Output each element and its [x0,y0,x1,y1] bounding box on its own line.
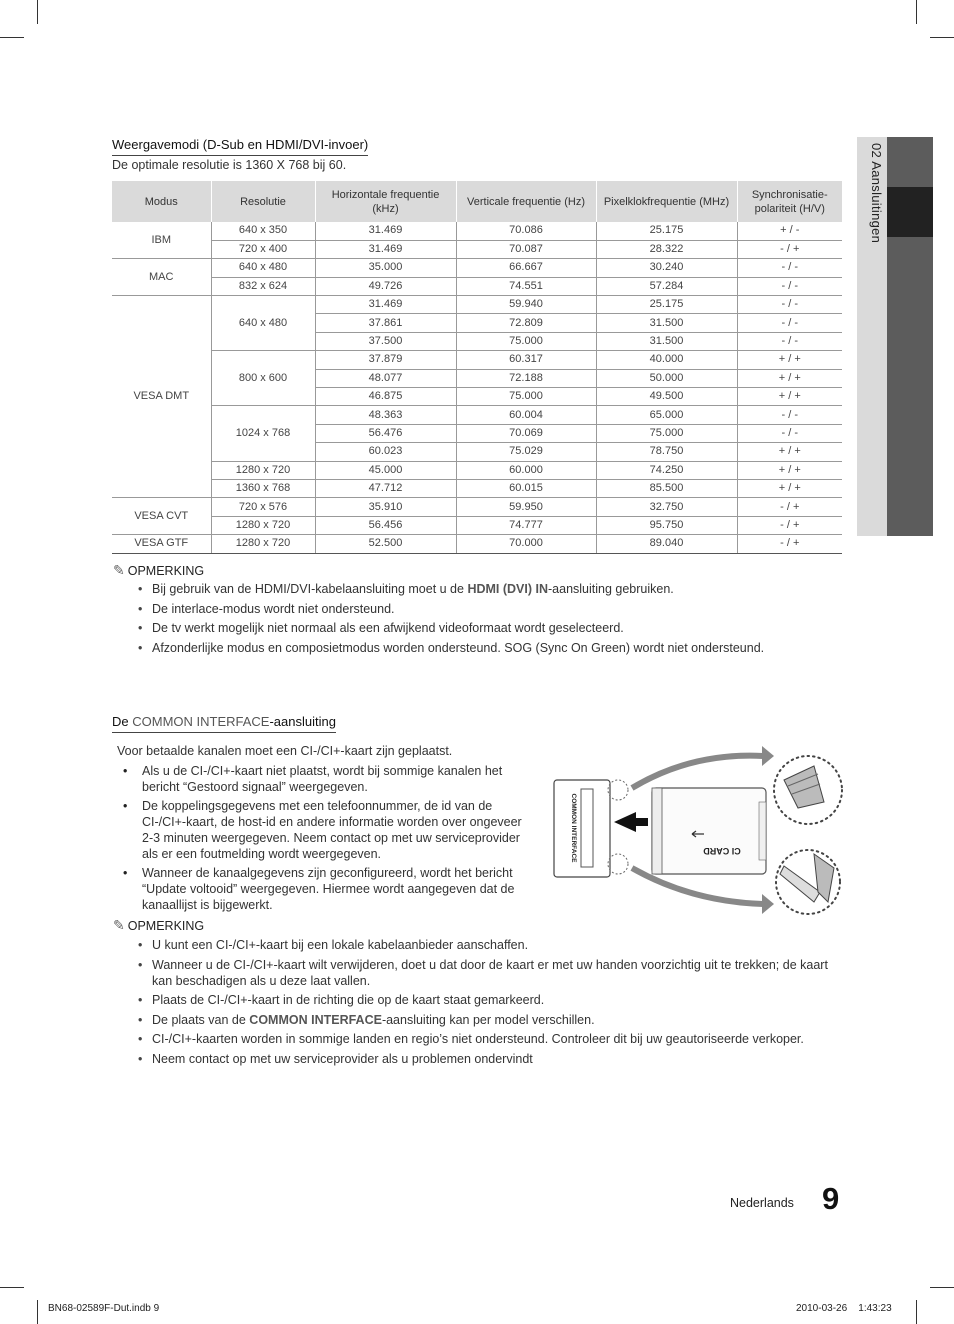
insert-arrow-icon [614,812,648,832]
list-item: • Wanneer de kanaalgegevens zijn geconfigureerd, wordt het bericht “Update voltooid” weergegeven. Hiermee wordt aangegeven dat de kanaallijst is bijgewerkt. [121,865,531,913]
resolution-cell: 832 x 624 [211,277,315,295]
note-text: Plaats de CI-/CI+-kaart in de richting die op de kaart staat gemarkeerd. [152,993,545,1007]
sync-polarity-cell: + / + [737,461,842,479]
vertical-frequency-cell: 75.000 [456,388,596,406]
table-row [112,498,842,516]
note-text: -aansluiting kan per model verschillen. [381,1012,595,1027]
note-item [138,992,844,1008]
sync-polarity-cell: - / + [737,535,842,553]
crop-mark [0,37,24,38]
detail-marker-top [608,780,628,800]
horizontal-frequency-cell: 49.726 [315,277,456,295]
note-emphasis: HDMI (DVI) IN [467,582,548,596]
horizontal-frequency-cell: 52.500 [315,535,456,553]
resolution-cell: 800 x 600 [211,351,315,406]
chapter-tab-marker [887,187,933,237]
callout-arrowhead-top [762,746,774,766]
sync-polarity-cell: - / + [737,498,842,516]
footer-language: Nederlands [730,1196,794,1210]
column-header: Resolutie [211,181,315,222]
resolution-cell: 640 x 480 [211,259,315,277]
mode-cell: IBM [112,222,211,259]
column-header: Synchronisatie-polariteit (H/V) [737,181,842,222]
sync-polarity-cell: - / - [737,296,842,314]
column-header: Modus [112,181,211,222]
ci-note-heading [113,917,204,934]
horizontal-frequency-cell: 48.363 [315,406,456,424]
vertical-frequency-cell: 60.000 [456,461,596,479]
ci-title-prefix: De [112,714,133,729]
note-item [138,581,838,597]
sync-polarity-cell: + / - [737,222,842,240]
pixel-clock-cell: 74.250 [596,461,737,479]
pixel-clock-cell: 95.750 [596,516,737,534]
horizontal-frequency-cell: 56.476 [315,424,456,442]
vertical-frequency-cell: 60.004 [456,406,596,424]
column-header: Pixelklokfrequentie (MHz) [596,181,737,222]
pixel-clock-cell: 30.240 [596,259,737,277]
vertical-frequency-cell: 60.015 [456,479,596,497]
resolution-cell: 1280 x 720 [211,516,315,534]
note-text: U kunt een CI-/CI+-kaart bij een lokale kabelaanbieder aanschaffen. [152,938,529,952]
vertical-frequency-cell: 70.069 [456,424,596,442]
horizontal-frequency-cell: 37.861 [315,314,456,332]
table-row [112,222,842,240]
note-text: De interlace-modus wordt niet ondersteund. [152,601,395,616]
pixel-clock-cell: 40.000 [596,351,737,369]
resolution-cell: 720 x 576 [211,498,315,516]
note-text: -aansluiting gebruiken. [548,582,674,596]
sync-polarity-cell: + / + [737,443,842,461]
mode-cell: VESA CVT [112,498,211,535]
list-item: • Als u de CI-/CI+-kaart niet plaatst, wordt bij sommige kanalen het bericht “Gestoord signaal” weergegeven. [121,763,531,795]
display-modes-intro: De optimale resolutie is 1360 X 768 bij 60. [112,158,347,172]
pixel-clock-cell: 85.500 [596,479,737,497]
vertical-frequency-cell: 72.188 [456,369,596,387]
note-item [138,937,844,953]
ci-card [652,788,766,874]
horizontal-frequency-cell: 56.456 [315,516,456,534]
mode-cell: VESA DMT [112,296,211,498]
sync-polarity-cell: - / - [737,424,842,442]
resolution-cell: 720 x 400 [211,240,315,258]
resolution-cell: 1024 x 768 [211,406,315,461]
vertical-frequency-cell: 66.667 [456,259,596,277]
horizontal-frequency-cell: 31.469 [315,296,456,314]
display-modes-notes [138,581,838,659]
table-header-row [112,181,842,222]
ci-card-notch [759,802,766,860]
note-text: De plaats van de [152,1012,250,1027]
pencil-icon: ✎ [113,917,125,933]
note-text: CI-/CI+-kaarten worden in sommige landen en regio’s niet ondersteund. Controleer dit bij uw geautoriseerde verkoper. [152,1032,804,1046]
resolution-cell: 1280 x 720 [211,461,315,479]
ci-title-highlight: COMMON INTERFACE [132,714,270,729]
table-row [112,259,842,277]
column-header: Verticale frequentie (Hz) [456,181,596,222]
sync-polarity-cell: + / + [737,369,842,387]
callout-arrow-top [632,756,764,788]
horizontal-frequency-cell: 48.077 [315,369,456,387]
note-item [138,1012,844,1028]
note-item [138,601,838,617]
note-item [138,1031,844,1047]
table-body [112,222,842,553]
horizontal-frequency-cell: 37.500 [315,332,456,350]
horizontal-frequency-cell: 37.879 [315,351,456,369]
horizontal-frequency-cell: 45.000 [315,461,456,479]
horizontal-frequency-cell: 35.000 [315,259,456,277]
crop-mark [37,1300,38,1324]
table-row [112,351,842,369]
note-item [138,957,844,989]
table-row [112,479,842,497]
sync-polarity-cell: - / - [737,406,842,424]
horizontal-frequency-cell: 31.469 [315,240,456,258]
print-date-info: 2010-03-26 1:43:23 [796,1303,892,1314]
ci-card-edge [652,788,662,874]
pixel-clock-cell: 31.500 [596,332,737,350]
vertical-frequency-cell: 70.000 [456,535,596,553]
vertical-frequency-cell: 70.086 [456,222,596,240]
resolution-cell: 1360 x 768 [211,479,315,497]
horizontal-frequency-cell: 31.469 [315,222,456,240]
note-title: OPMERKING [127,564,205,578]
sync-polarity-cell: - / - [737,259,842,277]
table-row [112,535,842,553]
ci-card-label: CI CARD [703,846,741,856]
sync-polarity-cell: + / + [737,351,842,369]
pixel-clock-cell: 25.175 [596,222,737,240]
pixel-clock-cell: 25.175 [596,296,737,314]
sync-polarity-cell: + / + [737,479,842,497]
note-item [138,1051,844,1067]
detail-marker-bottom [608,854,628,874]
slot-label: COMMON INTERFACE [570,793,577,863]
vertical-frequency-cell: 70.087 [456,240,596,258]
resolution-cell: 1280 x 720 [211,535,315,553]
pixel-clock-cell: 31.500 [596,314,737,332]
crop-mark [0,1287,24,1288]
vertical-frequency-cell: 74.551 [456,277,596,295]
note-text: Afzonderlijke modus en composietmodus worden ondersteund. SOG (Sync On Green) wordt niet ondersteund. [152,640,765,655]
sync-polarity-cell: - / - [737,277,842,295]
ci-slot [581,789,593,867]
horizontal-frequency-cell: 46.875 [315,388,456,406]
pixel-clock-cell: 50.000 [596,369,737,387]
print-file-info: BN68-02589F-Dut.indb 9 [48,1303,160,1314]
pixel-clock-cell: 28.322 [596,240,737,258]
pixel-clock-cell: 89.040 [596,535,737,553]
table-row [112,406,842,424]
horizontal-frequency-cell: 47.712 [315,479,456,497]
ci-title-suffix: -aansluiting [269,714,336,729]
horizontal-frequency-cell: 35.910 [315,498,456,516]
table-row [112,240,842,258]
pixel-clock-cell: 65.000 [596,406,737,424]
ci-bullet-list [121,763,531,916]
pencil-icon: ✎ [113,562,125,578]
note-text: Neem contact op met uw serviceprovider als u problemen ondervindt [152,1051,533,1066]
vertical-frequency-cell: 75.000 [456,332,596,350]
pixel-clock-cell: 78.750 [596,443,737,461]
table-row [112,277,842,295]
table-row [112,461,842,479]
sync-polarity-cell: + / + [737,388,842,406]
callout-arrowhead-bottom [762,894,774,914]
vertical-frequency-cell: 59.940 [456,296,596,314]
note-item [138,640,838,656]
sync-polarity-cell: - / - [737,314,842,332]
crop-mark [37,0,38,24]
ci-section-title [112,714,336,733]
table-row [112,516,842,534]
display-modes-note-heading [113,562,204,579]
mode-cell: VESA GTF [112,535,211,553]
vertical-frequency-cell: 75.029 [456,443,596,461]
display-modes-table [112,181,842,554]
mode-cell: MAC [112,259,211,296]
ci-notes [138,937,844,1070]
sync-polarity-cell: - / - [737,332,842,350]
resolution-cell: 640 x 480 [211,296,315,351]
pixel-clock-cell: 57.284 [596,277,737,295]
note-text: Wanneer u de CI-/CI+-kaart wilt verwijderen, doet u dat door de kaart er met uw handen voorzichtig uit te trekken; de kaart kan beschadigen als u deze laat vallen. [152,957,828,988]
pixel-clock-cell: 75.000 [596,424,737,442]
table-row [112,296,842,314]
ci-card-illustration [552,742,848,916]
vertical-frequency-cell: 59.950 [456,498,596,516]
pixel-clock-cell: 49.500 [596,388,737,406]
display-modes-title: Weergavemodi (D-Sub en HDMI/DVI-invoer) [112,137,368,156]
crop-mark [930,1287,954,1288]
crop-mark [916,1300,917,1324]
crop-mark [930,37,954,38]
chapter-label: 02 Aansluitingen [869,143,884,244]
note-emphasis: COMMON INTERFACE [249,1012,382,1027]
column-header: Horizontale frequentie (kHz) [315,181,456,222]
note-title: OPMERKING [127,919,205,933]
note-item [138,620,838,636]
crop-mark [916,0,917,24]
page-number: 9 [822,1181,840,1216]
vertical-frequency-cell: 72.809 [456,314,596,332]
horizontal-frequency-cell: 60.023 [315,443,456,461]
ci-intro: Voor betaalde kanalen moet een CI-/CI+-kaart zijn geplaatst. [117,744,453,758]
vertical-frequency-cell: 60.317 [456,351,596,369]
sync-polarity-cell: - / + [737,516,842,534]
sync-polarity-cell: - / + [737,240,842,258]
note-text: Bij gebruik van de HDMI/DVI-kabelaansluiting moet u de [152,582,468,596]
resolution-cell: 640 x 350 [211,222,315,240]
list-item: • De koppelingsgegevens met een telefoonnummer, de id van de CI-/CI+-kaart, de host-id en andere informatie worden over ongeveer 2-3 minuten weergegeven. Neem contact op met uw serviceprovider als er een foutmelding wordt weergegeven. [121,798,531,862]
vertical-frequency-cell: 74.777 [456,516,596,534]
pixel-clock-cell: 32.750 [596,498,737,516]
note-text: De tv werkt mogelijk niet normaal als een afwijkend videoformaat wordt geselecteerd. [152,621,624,635]
